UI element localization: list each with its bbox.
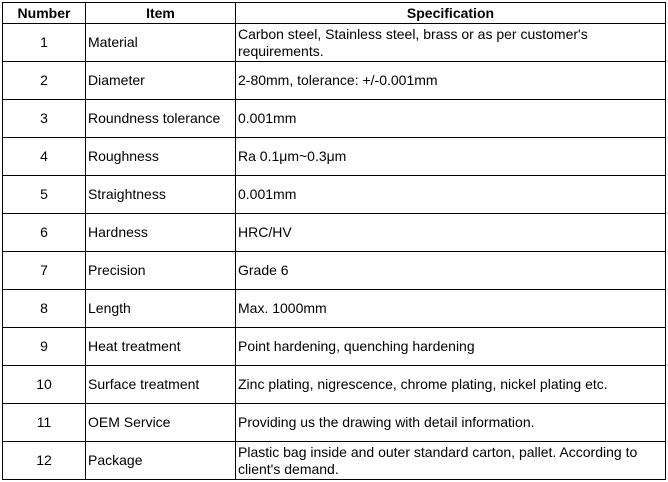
table-row bbox=[3, 366, 666, 404]
table-row bbox=[3, 138, 666, 176]
table-row bbox=[3, 252, 666, 290]
row-number: 3 bbox=[3, 100, 86, 138]
table-row bbox=[3, 62, 666, 100]
header-row bbox=[3, 3, 666, 24]
row-specification: 0.001mm bbox=[236, 176, 666, 214]
row-number: 9 bbox=[3, 328, 86, 366]
row-item: Roundness tolerance bbox=[86, 100, 236, 138]
row-number: 12 bbox=[3, 442, 86, 480]
row-item: OEM Service bbox=[86, 404, 236, 442]
row-number: 4 bbox=[3, 138, 86, 176]
row-specification: 2-80mm, tolerance: +/-0.001mm bbox=[236, 62, 666, 100]
row-item: Diameter bbox=[86, 62, 236, 100]
row-number: 10 bbox=[3, 366, 86, 404]
row-specification: Providing us the drawing with detail information. bbox=[236, 404, 666, 442]
row-specification: Max. 1000mm bbox=[236, 290, 666, 328]
row-specification: Ra 0.1μm~0.3μm bbox=[236, 138, 666, 176]
row-specification: Zinc plating, nigrescence, chrome plating, nickel plating etc. bbox=[236, 366, 666, 404]
row-item: Length bbox=[86, 290, 236, 328]
row-specification: Point hardening, quenching hardening bbox=[236, 328, 666, 366]
table-row bbox=[3, 328, 666, 366]
row-specification: 0.001mm bbox=[236, 100, 666, 138]
table-row bbox=[3, 290, 666, 328]
row-number: 11 bbox=[3, 404, 86, 442]
row-item: Hardness bbox=[86, 214, 236, 252]
row-item: Material bbox=[86, 24, 236, 62]
row-number: 7 bbox=[3, 252, 86, 290]
row-item: Roughness bbox=[86, 138, 236, 176]
header-number: Number bbox=[3, 3, 86, 24]
row-number: 8 bbox=[3, 290, 86, 328]
specification-table bbox=[2, 2, 666, 480]
table-row bbox=[3, 100, 666, 138]
row-number: 2 bbox=[3, 62, 86, 100]
row-specification: Plastic bag inside and outer standard carton, pallet. According to client's demand. bbox=[236, 442, 666, 480]
table-row bbox=[3, 404, 666, 442]
row-item: Precision bbox=[86, 252, 236, 290]
row-item: Straightness bbox=[86, 176, 236, 214]
header-specification: Specification bbox=[236, 3, 666, 24]
table-row bbox=[3, 214, 666, 252]
row-specification: HRC/HV bbox=[236, 214, 666, 252]
row-number: 5 bbox=[3, 176, 86, 214]
table-row bbox=[3, 442, 666, 480]
table-row bbox=[3, 24, 666, 62]
row-number: 6 bbox=[3, 214, 86, 252]
row-item: Heat treatment bbox=[86, 328, 236, 366]
table-row bbox=[3, 176, 666, 214]
header-item: Item bbox=[86, 3, 236, 24]
row-item: Package bbox=[86, 442, 236, 480]
row-number: 1 bbox=[3, 24, 86, 62]
row-specification: Grade 6 bbox=[236, 252, 666, 290]
row-specification: Carbon steel, Stainless steel, brass or as per customer's requirements. bbox=[236, 24, 666, 62]
row-item: Surface treatment bbox=[86, 366, 236, 404]
